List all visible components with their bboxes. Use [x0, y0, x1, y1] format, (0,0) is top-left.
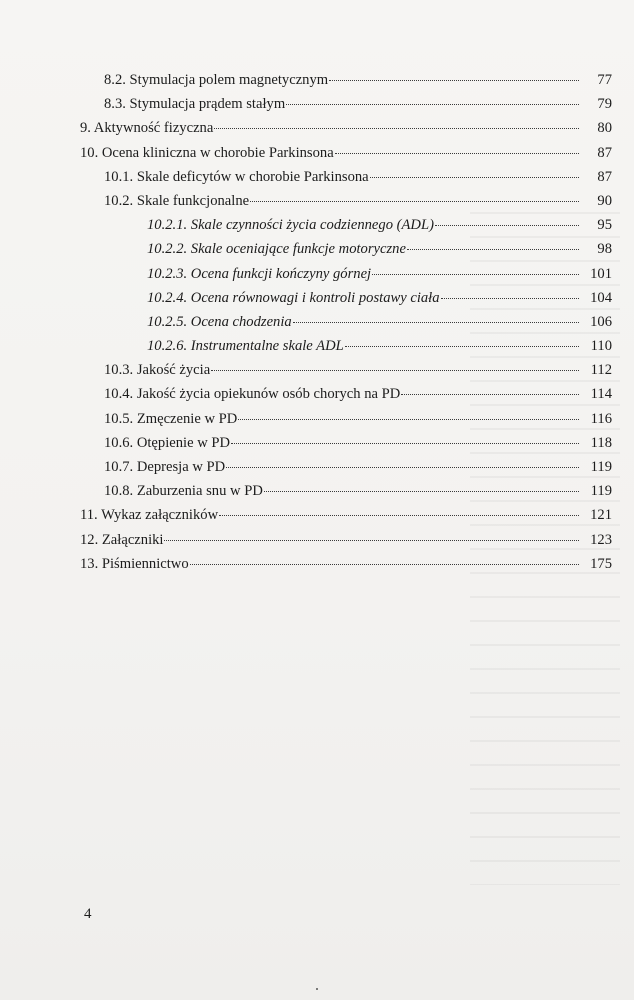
- toc-entry-page: 87: [597, 168, 612, 185]
- toc-entry: [80, 145, 612, 169]
- toc-entry-page: 123: [590, 531, 612, 548]
- toc-entry-title: 10.2.4. Ocena równowagi i kontroli postawy ciała: [147, 289, 440, 306]
- toc-entry-page: 87: [597, 144, 612, 161]
- print-speck: [316, 988, 318, 990]
- dot-leader: [345, 346, 579, 347]
- toc-entry: [80, 411, 612, 435]
- toc-entry: [80, 556, 612, 580]
- toc-entry: [80, 266, 612, 290]
- toc-entry-title: 10.5. Zmęczenie w PD: [104, 410, 238, 427]
- toc-entry-page: 101: [590, 265, 612, 282]
- toc-entry-title: 10.3. Jakość życia: [104, 362, 211, 379]
- toc-entry: [80, 241, 612, 265]
- dot-leader: [226, 467, 579, 468]
- table-of-contents: [80, 72, 612, 580]
- toc-entry: [80, 338, 612, 362]
- toc-entry-title: 10. Ocena kliniczna w chorobie Parkinsona: [80, 144, 334, 161]
- toc-entry-page: 79: [597, 96, 612, 113]
- dot-leader: [441, 298, 579, 299]
- dot-leader: [219, 515, 579, 516]
- toc-entry: [80, 483, 612, 507]
- toc-entry: [80, 96, 612, 120]
- dot-leader: [435, 225, 579, 226]
- dot-leader: [250, 201, 579, 202]
- toc-entry-title: 10.2.1. Skale czynności życia codziennego (ADL): [147, 217, 434, 234]
- toc-entry-title: 11. Wykaz załączników: [80, 507, 219, 524]
- dot-leader: [164, 540, 579, 541]
- toc-entry-title: 10.2.5. Ocena chodzenia: [147, 313, 292, 330]
- dot-leader: [214, 128, 579, 129]
- toc-entry-page: 95: [597, 217, 612, 234]
- toc-entry-page: 175: [590, 555, 612, 572]
- dot-leader: [293, 322, 579, 323]
- toc-entry: [80, 532, 612, 556]
- dot-leader: [286, 104, 579, 105]
- toc-entry: [80, 362, 612, 386]
- toc-entry: [80, 314, 612, 338]
- toc-entry: [80, 507, 612, 531]
- toc-entry: [80, 169, 612, 193]
- page-number: 4: [84, 906, 92, 922]
- dot-leader: [238, 419, 579, 420]
- toc-entry-title: 10.8. Zaburzenia snu w PD: [104, 483, 263, 500]
- toc-entry-page: 112: [590, 362, 612, 379]
- dot-leader: [372, 274, 579, 275]
- dot-leader: [329, 80, 579, 81]
- toc-entry-title: 8.3. Stymulacja prądem stałym: [104, 96, 286, 113]
- toc-entry: [80, 290, 612, 314]
- dot-leader: [370, 177, 579, 178]
- toc-entry: [80, 120, 612, 144]
- toc-entry-title: 10.1. Skale deficytów w chorobie Parkinsona: [104, 168, 369, 185]
- toc-entry-page: 114: [590, 386, 612, 403]
- toc-entry-page: 119: [590, 459, 612, 475]
- toc-entry-page: 110: [590, 338, 612, 355]
- toc-entry-title: 10.2.6. Instrumentalne skale ADL: [147, 338, 344, 355]
- toc-entry-page: 116: [590, 410, 612, 427]
- toc-entry-title: 10.6. Otępienie w PD: [104, 434, 231, 451]
- toc-entry-page: 118: [590, 434, 612, 451]
- toc-entry-title: 10.2. Skale funkcjonalne: [104, 192, 250, 209]
- dot-leader: [264, 491, 579, 492]
- toc-entry: [80, 193, 612, 217]
- toc-entry-page: 121: [590, 507, 612, 524]
- toc-entry-page: 90: [597, 192, 612, 209]
- toc-entry-title: 9. Aktywność fizyczna: [80, 120, 214, 137]
- dot-leader: [407, 249, 579, 250]
- toc-entry-title: 8.2. Stymulacja polem magnetycznym: [104, 72, 329, 88]
- toc-entry-page: 119: [590, 483, 612, 500]
- dot-leader: [190, 564, 579, 565]
- dot-leader: [231, 443, 579, 444]
- toc-entry-title: 10.2.3. Ocena funkcji kończyny górnej: [147, 265, 372, 282]
- toc-entry-page: 98: [597, 241, 612, 258]
- toc-entry-title: 10.7. Depresja w PD: [104, 459, 226, 475]
- toc-entry-title: 13. Piśmiennictwo: [80, 555, 189, 572]
- toc-entry-title: 10.4. Jakość życia opiekunów osób chorych na PD: [104, 386, 401, 403]
- toc-entry-page: 106: [590, 313, 612, 330]
- toc-entry-page: 80: [597, 120, 612, 137]
- dot-leader: [401, 394, 579, 395]
- toc-entry: [80, 217, 612, 241]
- dot-leader: [211, 370, 579, 371]
- toc-entry-title: 12. Załączniki: [80, 531, 164, 548]
- toc-entry: [80, 72, 612, 96]
- toc-entry: [80, 435, 612, 459]
- toc-entry-title: 10.2.2. Skale oceniające funkcje motoryczne: [147, 241, 406, 258]
- dot-leader: [335, 153, 579, 154]
- toc-entry-page: 77: [597, 72, 612, 88]
- toc-entry: [80, 386, 612, 410]
- toc-entry-page: 104: [590, 289, 612, 306]
- toc-entry: [80, 459, 612, 483]
